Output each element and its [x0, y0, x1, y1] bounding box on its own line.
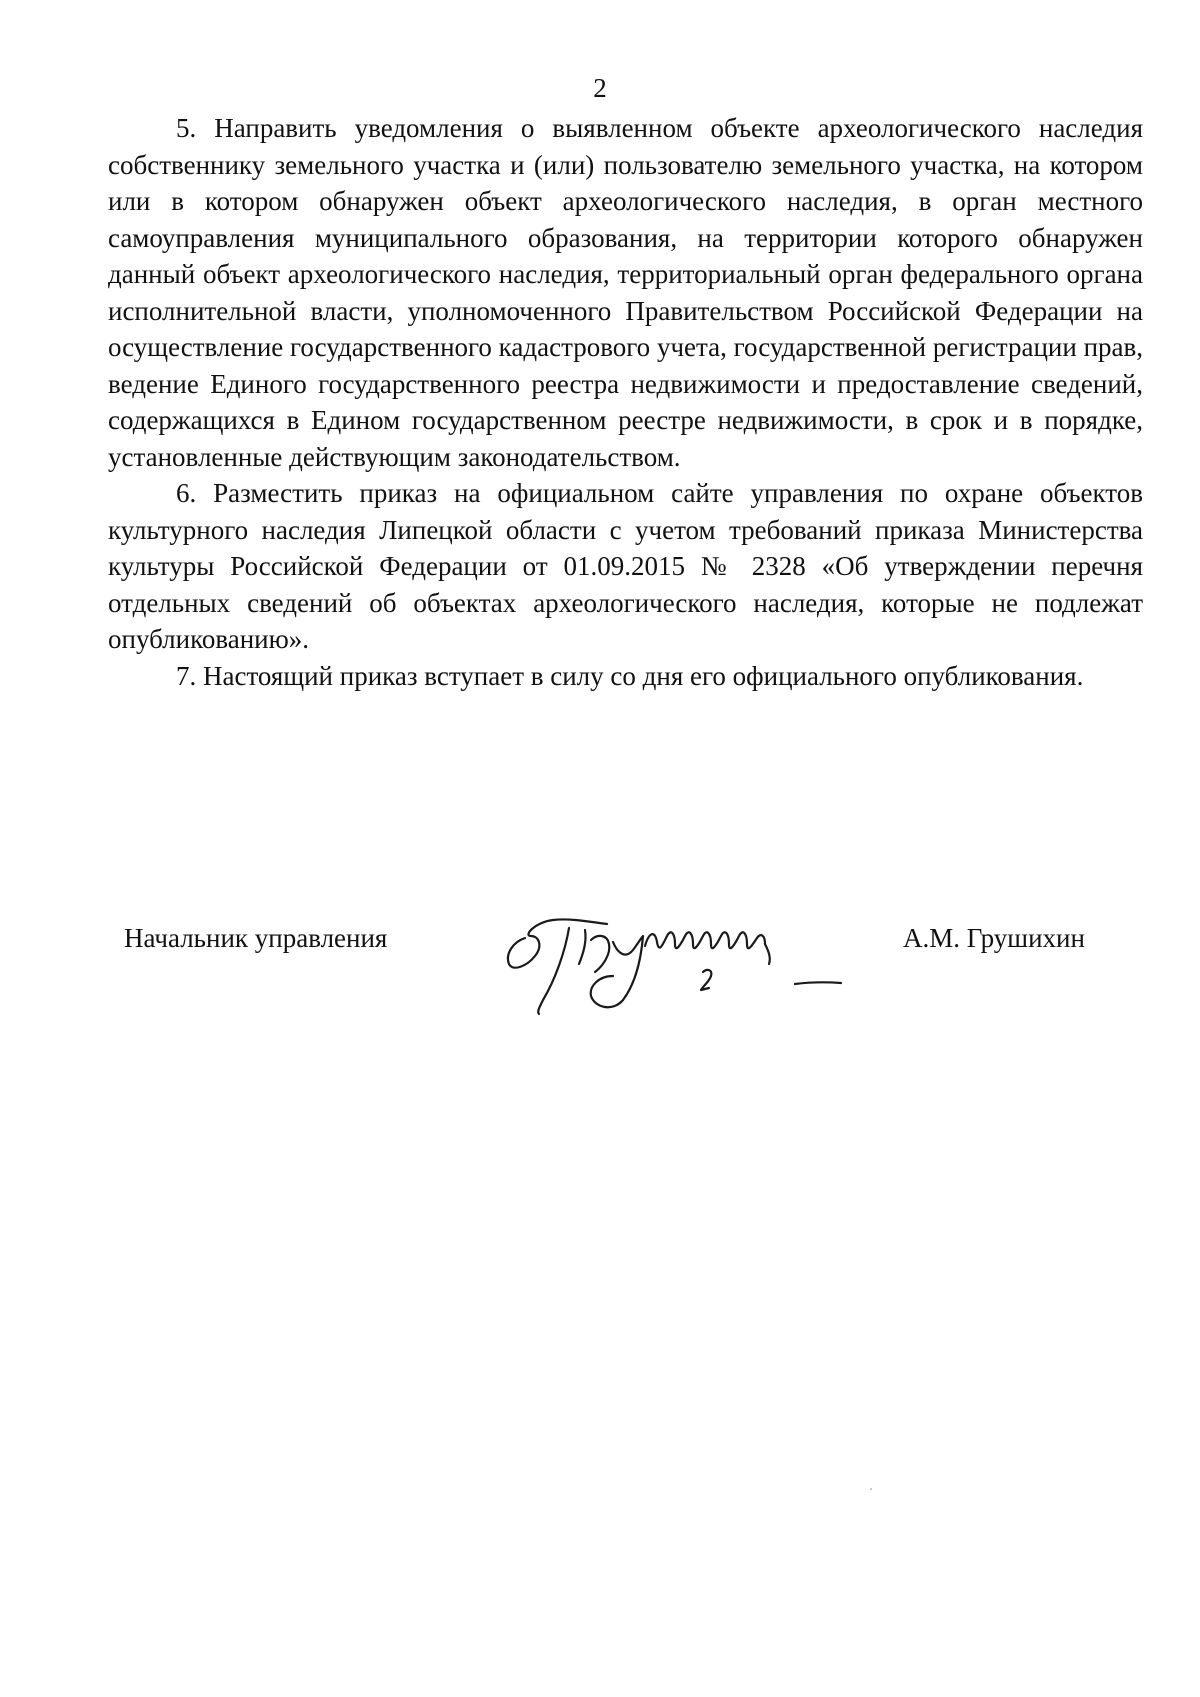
page-number: 2: [593, 73, 607, 103]
signature-block: [0, 880, 1200, 1030]
paragraph-item-5: 5. Направить уведомления о выявленном объекте археологического наследия собственнику земельного участка и (или) пользователю земельного участка, на котором или в котором обнаружен объект археологического наследия, в орган местного самоуправления муниципального образования, на территории которого обнаружен данный объект археологического наследия, территориальный орган федерального органа исполнительной власти, уполномоченного Правительством Российской Федерации на осуществление государственного кадастрового учета, государственной регистрации прав, ведение Единого государственного реестра недвижимости и предоставление сведений, содержащихся в Едином государственном реестре недвижимости, в срок и в порядке, установленные действующим законодательством.: [108, 113, 1143, 472]
document-body: [108, 110, 1143, 694]
signatory-position: Начальник управления: [124, 923, 388, 953]
scan-artifact: [870, 1488, 872, 1490]
handwritten-signature: [495, 880, 915, 1030]
signatory-name: А.М. Грушихин: [903, 923, 1085, 953]
paragraph-item-6: 6. Разместить приказ на официальном сайте управления по охране объектов культурного наследия Липецкой области с учетом требований приказа Министерства культуры Российской Федерации от 01.09.2015 № 2328 «Об утверждении перечня отдельных сведений об объектах археологического наследия, которые не подлежат опубликованию».: [108, 478, 1143, 654]
paragraph-item-7: 7. Настоящий приказ вступает в силу со дня его официального опубликования.: [176, 660, 1084, 691]
